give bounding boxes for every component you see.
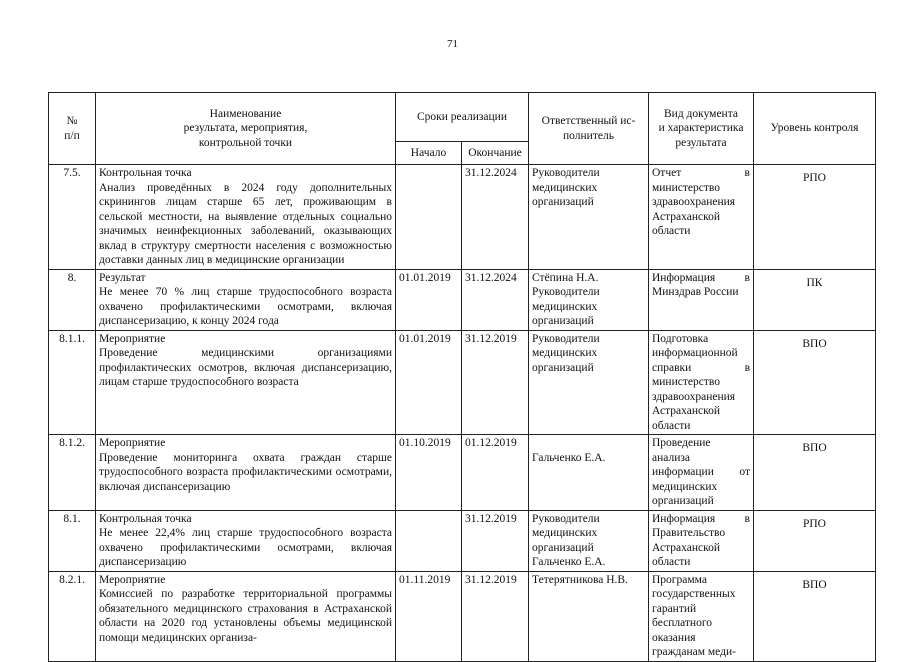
row-description: Проведение медицинскими организациями профилактических осмотров, включая диспансеризацию, лицам старше трудоспособного возраста: [99, 347, 392, 388]
row-control-level: ВПО: [754, 330, 876, 435]
row-document: Программа государственных гарантий бесплатного оказания гражданам меди-: [649, 571, 754, 661]
row-end-date: 31.12.2019: [462, 330, 529, 435]
row-name-cell: [96, 165, 396, 270]
row-document: Информация в Минздрав России: [649, 269, 754, 330]
row-start-date: [396, 510, 462, 571]
row-start-date: 01.11.2019: [396, 571, 462, 661]
row-document: Подготовка информационной справки в министерство здравоохранения Астраханской области: [649, 330, 754, 435]
header-end: Окончание: [462, 142, 529, 165]
row-start-date: [396, 165, 462, 270]
row-description: Не менее 22,4% лиц старше трудоспособного возраста охвачено профилактическими осмотрами, включая диспансеризацию: [99, 527, 392, 568]
header-start: Начало: [396, 142, 462, 165]
row-name-cell: [96, 571, 396, 661]
header-name: Наименование результата, мероприятия, контрольной точки: [96, 93, 396, 165]
row-responsible: Руководители медицинских организаций Гальченко Е.А.: [529, 510, 649, 571]
row-start-date: 01.10.2019: [396, 435, 462, 511]
row-name-cell: [96, 269, 396, 330]
row-number: 8.1.2.: [49, 435, 96, 511]
header-doc-type: Вид документа и характеристика результата: [649, 93, 754, 165]
row-kind: Результат: [99, 271, 146, 284]
row-responsible: Гальченко Е.А.: [529, 435, 649, 511]
row-description: Не менее 70 % лиц старше трудоспособного возраста охвачено профилактическими осмотрами, включая диспансеризацию, к концу 2024 года: [99, 286, 392, 327]
row-number: 7.5.: [49, 165, 96, 270]
row-control-level: ВПО: [754, 435, 876, 511]
row-kind: Мероприятие: [99, 332, 166, 345]
table-row: [49, 269, 876, 330]
row-description: Проведение мониторинга охвата граждан старше трудоспособного возраста профилактическими осмотрами, включая диспансеризацию: [99, 451, 392, 493]
row-control-level: ПК: [754, 269, 876, 330]
row-responsible: Стёпина Н.А. Руководители медицинских организаций: [529, 269, 649, 330]
implementation-plan-table: [48, 92, 876, 662]
row-responsible: Тетерятникова Н.В.: [529, 571, 649, 661]
row-number: 8.: [49, 269, 96, 330]
header-num: № п/п: [49, 93, 96, 165]
row-name-cell: [96, 435, 396, 511]
row-responsible: Руководители медицинских организаций: [529, 330, 649, 435]
row-start-date: 01.01.2019: [396, 330, 462, 435]
page-number: 71: [447, 38, 458, 50]
table-row: [49, 571, 876, 661]
row-document: Отчет в министерство здравоохранения Астраханской области: [649, 165, 754, 270]
row-description: Анализ проведённых в 2024 году дополнительных скринингов лицам старше 65 лет, проживающим в сельской местности, на выявление отдельных социально значимых неинфекционных заболеваний, оказывающих вклад в структуру смертности населения с возможностью доставки данных лиц в медицинские организации: [99, 181, 392, 266]
row-kind: Мероприятие: [99, 573, 166, 586]
row-kind: Контрольная точка: [99, 512, 192, 525]
table-row: [49, 165, 876, 270]
row-kind: Контрольная точка: [99, 167, 192, 179]
row-control-level: РПО: [754, 165, 876, 270]
row-end-date: 31.12.2019: [462, 510, 529, 571]
row-end-date: 01.12.2019: [462, 435, 529, 511]
row-name-cell: [96, 330, 396, 435]
row-number: 8.2.1.: [49, 571, 96, 661]
row-kind: Мероприятие: [99, 437, 166, 449]
table-row: [49, 510, 876, 571]
row-control-level: РПО: [754, 510, 876, 571]
row-number: 8.1.: [49, 510, 96, 571]
row-end-date: 31.12.2024: [462, 165, 529, 270]
row-number: 8.1.1.: [49, 330, 96, 435]
table-row: [49, 435, 876, 511]
row-document: Проведение анализа информации от медицинских организаций: [649, 435, 754, 511]
row-description: Комиссией по разработке территориальной программы обязательного медицинского страхования в Астраханской области на 2020 год установлены объемы медицинской помощи медицинских организа-: [99, 588, 392, 644]
row-responsible: Руководители медицинских организаций: [529, 165, 649, 270]
row-control-level: ВПО: [754, 571, 876, 661]
row-start-date: 01.01.2019: [396, 269, 462, 330]
row-end-date: 31.12.2019: [462, 571, 529, 661]
row-end-date: 31.12.2024: [462, 269, 529, 330]
row-document: Информация в Правительство Астраханской области: [649, 510, 754, 571]
table-row: [49, 330, 876, 435]
header-responsible: Ответственный ис- полнитель: [529, 93, 649, 165]
header-period: Сроки реализации: [396, 93, 529, 142]
header-control: Уровень контроля: [754, 93, 876, 165]
table-header-row: [49, 93, 876, 142]
row-name-cell: [96, 510, 396, 571]
